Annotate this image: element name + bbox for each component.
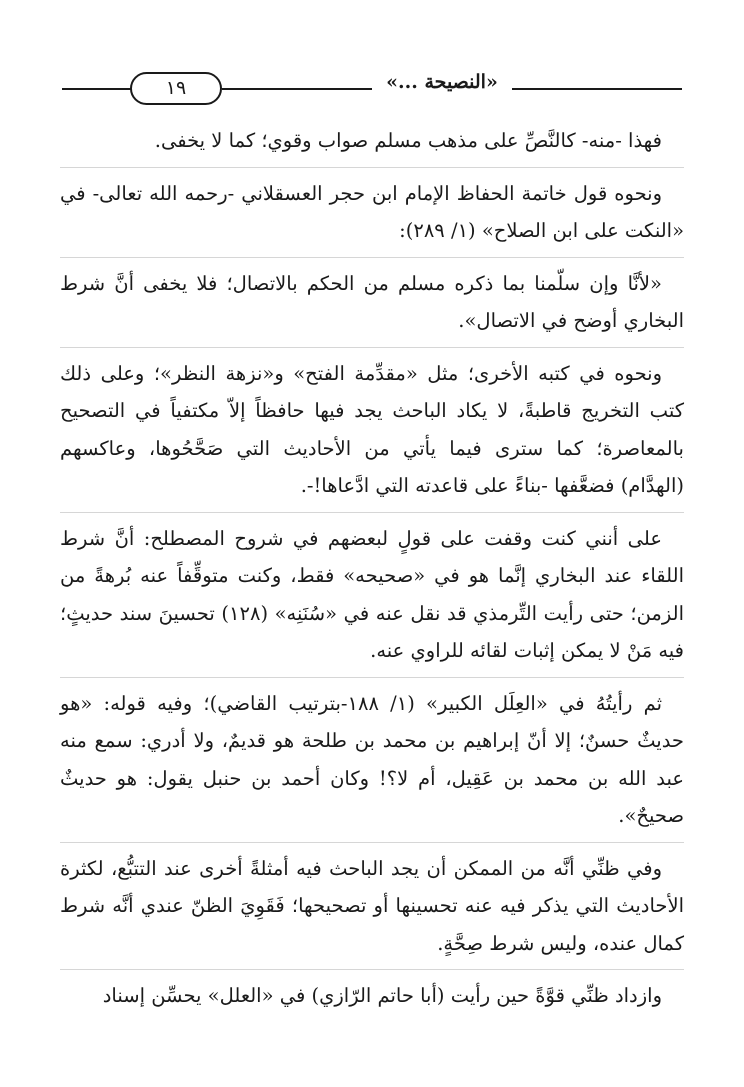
- paragraph-divider: [60, 347, 684, 348]
- paragraph-divider: [60, 512, 684, 513]
- header-rule-right: [512, 88, 682, 90]
- page-header: [62, 68, 682, 108]
- paragraph: وفي ظنِّي أنَّه من الممكن أن يجد الباحث فيه أمثلةً أخرى عند التتبُّع، لكثرة الأحاديث التي يذكر فيه عنه تحسينها أو تصحيحها؛ فَقَوِيَ الظنّ عندي أنَّه شرط كمال عنده، وليس شرط صِحَّةٍ.: [60, 856, 684, 955]
- body-text: [60, 122, 684, 1015]
- paragraph-divider: [60, 969, 684, 970]
- header-rule-left: [62, 88, 132, 90]
- paragraph: ونحوه قول خاتمة الحفاظ الإمام ابن حجر العسقلاني -رحمه الله تعالى- في «النكت على ابن الصلاح» (١/ ٢٨٩):: [60, 181, 684, 242]
- paragraph-divider: [60, 167, 684, 168]
- paragraph: وازداد ظنِّي قوَّةً حين رأيت (أبا حاتم الرّازي) في «العلل» يحسِّن إسناد: [102, 984, 662, 1007]
- page-number: ١٩: [130, 72, 222, 105]
- running-title: «النصيحة ...»: [386, 71, 498, 93]
- header-rule-middle: [222, 88, 372, 90]
- paragraph: ونحوه في كتبه الأخرى؛ مثل «مقدِّمة الفتح» و«نزهة النظر»؛ وعلى ذلك كتب التخريج قاطبةً، لا يكاد الباحث يجد فيها حافظاً إلاّ مكتفياً في التصحيح بالمعاصرة؛ كما سترى فيما يأتي من الأحاديث التي صَحَّحُوها، وعاكسهم (الهدَّام) فضعَّفها -بناءً على قاعدته التي ادَّعاها!-.: [60, 361, 684, 497]
- paragraph: على أنني كنت وقفت على قولٍ لبعضهم في شروح المصطلح: أنَّ شرط اللقاء عند البخاري إنَّما هو في «صحيحه» فقط، وكنت متوقِّفاً عنه بُرهةً من الزمن؛ حتى رأيت التِّرمذي قد نقل عنه في «سُنَنِه» (١٢٨) تحسينَ سند حديثٍ؛ فيه مَنْ لا يمكن إثبات لقائه للراوي عنه.: [60, 526, 684, 662]
- paragraph: ثم رأيتُهُ في «العِلَل الكبير» (١/ ١٨٨-بترتيب القاضي)؛ وفيه قوله: «هو حديثٌ حسنٌ؛ إلا أنّ إبراهيم بن محمد بن طلحة هو قديمٌ، ولا أدري: سمع منه عبد الله بن محمد بن عَقِيل، أم لا؟! وكان أحمد بن حنبل يقول: هو حديثٌ صحيحٌ».: [60, 691, 684, 827]
- paragraph-divider: [60, 257, 684, 258]
- paragraph: فهذا -منه- كالنَّصِّ على مذهب مسلم صواب وقوي؛ كما لا يخفى.: [154, 129, 662, 152]
- paragraph: «لأنَّا وإن سلّمنا بما ذكره مسلم من الحكم بالاتصال؛ فلا يخفى أنَّ شرط البخاري أوضح في الاتصال».: [60, 271, 684, 332]
- paragraph-divider: [60, 842, 684, 843]
- paragraph-divider: [60, 677, 684, 678]
